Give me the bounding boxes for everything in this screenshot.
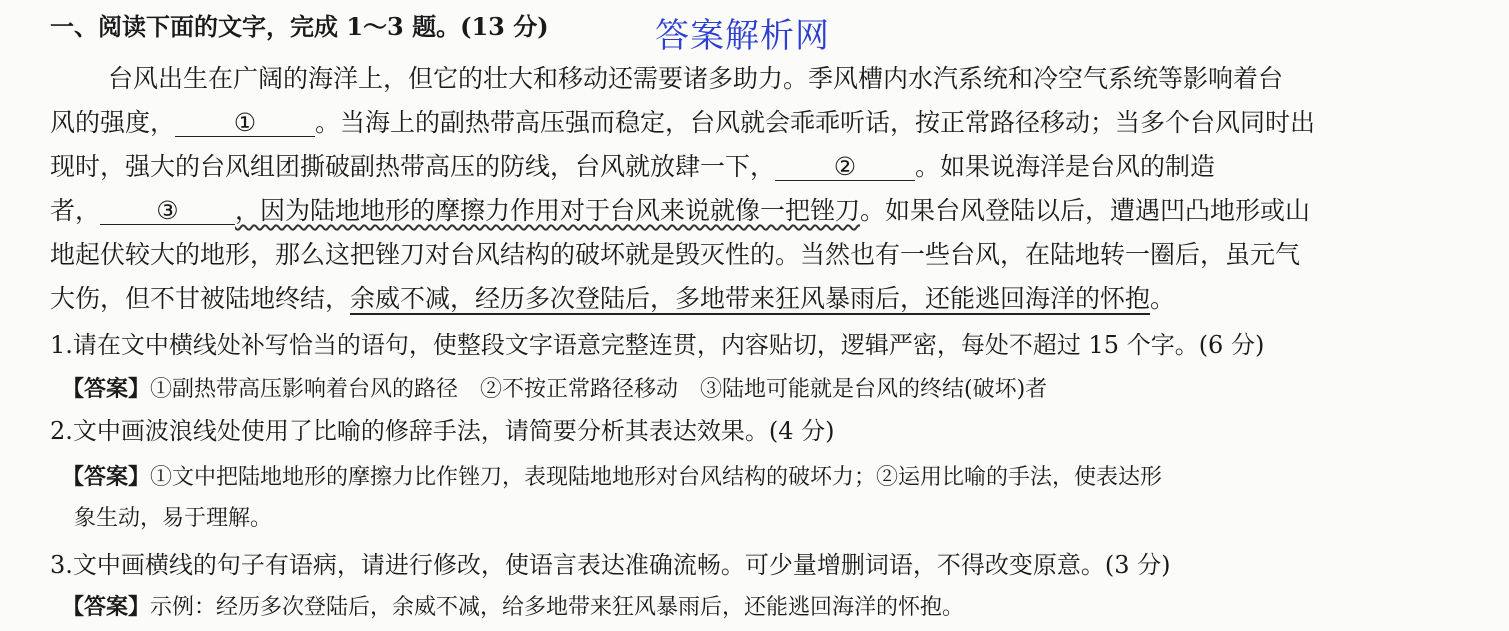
section-title: 一、阅读下面的文字，完成 1～3 题。(13 分)	[50, 12, 549, 41]
blank-2: ②	[775, 154, 915, 181]
answer-line	[62, 462, 1162, 493]
answer-tag: 【答案】	[62, 594, 151, 620]
blank-3: ③	[100, 198, 235, 225]
passage-text: 。	[1150, 284, 1176, 313]
passage-line-1: 台风出生在广阔的海洋上，但它的壮大和移动还需要诸多助力。季风槽内水汽系统和冷空气系统等影响着台	[108, 64, 1284, 93]
passage-line-3	[50, 152, 1215, 182]
blank-1: ①	[175, 110, 315, 137]
passage-text: 者，	[50, 196, 101, 225]
answer-tag: 【答案】	[62, 376, 151, 402]
question-prompt: 1.请在文中横线处补写恰当的语句，使整段文字语意完整连贯，内容贴切，逻辑严密，每处不超过 15 个字。(6 分)	[50, 331, 1265, 359]
passage-text: 。如果台风登陆以后，遭遇凹凸地形或山	[860, 196, 1311, 225]
answer-text: ①文中把陆地地形的摩擦力比作锉刀，表现陆地地形对台风结构的破坏力；②运用比喻的手法，使表达形	[150, 465, 1163, 490]
question-prompt: 3.文中画横线的句子有语病，请进行修改，使语言表达准确流畅。可少量增删词语，不得改变原意。(3 分)	[50, 551, 1171, 579]
answer-text: ①副热带高压影响着台风的路径 ②不按正常路径移动 ③陆地可能就是台风的终结(破坏)者	[150, 377, 1048, 402]
passage-line-2	[50, 108, 1315, 138]
passage-text: 风的强度，	[50, 108, 176, 137]
answer-line	[62, 374, 1047, 405]
watermark: 答案解析网	[655, 16, 830, 56]
answer-line	[62, 592, 964, 623]
passage-text: 。如果说海洋是台风的制造	[915, 152, 1216, 181]
answer-text: 示例：经历多次登陆后，余威不减，给多地带来狂风暴雨后，还能逃回海洋的怀抱。	[150, 595, 965, 620]
underlined-sentence: 余威不减，经历多次登陆后，多地带来狂风暴雨后，还能逃回海洋的怀抱	[350, 284, 1151, 313]
passage-text: 大伤，但不甘被陆地终结，	[50, 284, 351, 313]
passage-line-4	[50, 196, 1310, 226]
passage-line-5: 地起伏较大的地形，那么这把锉刀对台风结构的破坏就是毁灭性的。当然也有一些台风，在陆地转一圈后，虽元气	[50, 240, 1301, 269]
answer-continuation: 象生动，易于理解。	[74, 506, 273, 531]
wavy-underlined-sentence: ，因为陆地地形的摩擦力作用对于台风来说就像一把锉刀	[235, 196, 861, 225]
passage-text: 。当海上的副热带高压强而稳定，台风就会乖乖听话，按正常路径移动；当多个台风同时出	[315, 108, 1316, 137]
passage-text: 现时，强大的台风组团撕破副热带高压的防线，台风就放肆一下，	[50, 152, 776, 181]
passage-line-6	[50, 284, 1175, 314]
question-prompt: 2.文中画波浪线处使用了比喻的修辞手法，请简要分析其表达效果。(4 分)	[50, 417, 835, 445]
answer-tag: 【答案】	[62, 464, 151, 490]
